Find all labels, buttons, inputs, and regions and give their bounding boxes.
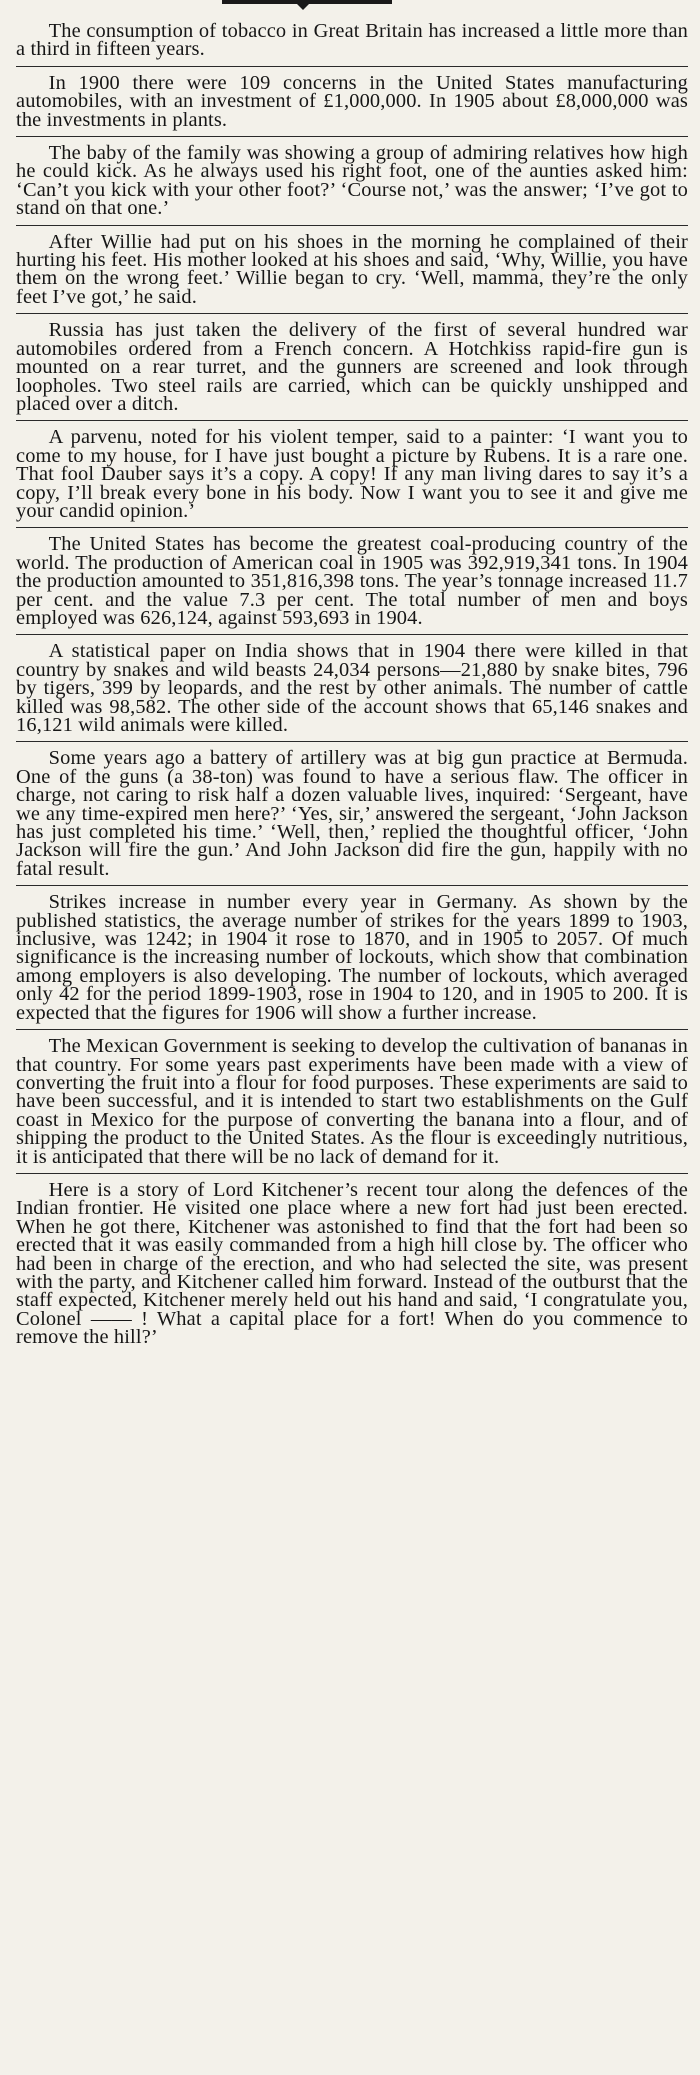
top-rule-ornament (296, 3, 310, 10)
divider (16, 66, 688, 67)
divider (16, 420, 688, 421)
divider (16, 225, 688, 226)
paragraph-germany-strikes: Strikes increase in number every year in Germany. As shown by the published statistics, the average number of strikes for the years 1899 to 1903, inclusive, was 1242; in 1904 it rose to 1870, and in 1905 to 2057. Of much significance is the increasing number of lockouts, which show that combination among employers is also developing. The number of lockouts, which averaged only 42 for the period 1899-1903, rose in 1904 to 120, and in 1905 to 200. It is expected that the figures for 1906 will show a further increase. (16, 891, 688, 1024)
divider (16, 741, 688, 742)
paragraph-russia-war-automobiles: Russia has just taken the delivery of the first of several hundred war automobiles ordered from a French concern. A Hotchkiss rapid-fire gun is mounted on a rear turret, and the gunners are screened and look through loopholes. Two steel rails are carried, which can be quickly unshipped and placed over a ditch. (16, 319, 688, 415)
paragraph-baby-kick: The baby of the family was showing a group of admiring relatives how high he could kick. As he always used his right foot, one of the aunties asked him: ‘Can’t you kick with your other foot?’ ‘Course not,’ was the answer; ‘I’ve got to stand on that one.’ (16, 142, 688, 220)
divider (16, 885, 688, 886)
paragraph-parvenu-rubens: A parvenu, noted for his violent temper, said to a painter: ‘I want you to come to my house, for I have just bought a picture by Rubens. It is a rare one. That fool Dauber says it’s a copy. A copy! If any man living dares to say it’s a copy, I’ll break every bone in his body. Now I want you to see it and give me your candid opinion.’ (16, 426, 688, 522)
divider (16, 1173, 688, 1174)
paragraph-kitchener-fort: Here is a story of Lord Kitchener’s recent tour along the defences of the Indian frontier. He visited one place where a new fort had just been erected. When he got there, Kitchener was astonished to find that the fort had been so erected that it was easily commanded from a high hill close by. The officer who had been in charge of the erection, and who had selected the site, was present with the party, and Kitchener called him forward. Instead of the outburst that the staff expected, Kitchener merely held out his hand and said, ‘I congratulate you, Colonel —— ! What a capital place for a fort! When do you commence to remove the hill?’ (16, 1178, 688, 1349)
paragraph-india-snakes: A statistical paper on India shows that in 1904 there were killed in that country by snakes and wild beasts 24,034 persons—21,880 by snake bites, 796 by tigers, 399 by leopards, and the rest by other animals. The number of cattle killed was 98,582. The other side of the account shows that 65,146 snakes and 16,121 wild animals were killed. (16, 640, 688, 736)
paragraph-us-coal: The United States has become the greatest coal-producing country of the world. The production of American coal in 1905 was 392,919,341 tons. In 1904 the production amounted to 351,816,398 tons. The year’s tonnage increased 11.7 per cent. and the value 7.3 per cent. The total number of men and boys employed was 626,124, against 593,693 in 1904. (16, 533, 688, 629)
paragraph-mexico-bananas: The Mexican Government is seeking to develop the cultivation of bananas in that country. For some years past experiments have been made with a view of converting the fruit into a flour for food purposes. These experiments are said to have been successful, and it is intended to start two establishments on the Gulf coast in Mexico for the purpose of converting the banana into a flour, and of shipping the product to the United States. As the flour is exceedingly nutritious, it is anticipated that there will be no lack of demand for it. (16, 1035, 688, 1168)
divider (16, 313, 688, 314)
paragraph-automobiles: In 1900 there were 109 concerns in the United States manufacturing automobiles, with an investment of £1,000,000. In 1905 about £8,000,000 was the investments in plants. (16, 71, 688, 131)
paragraph-tobacco: The consumption of tobacco in Great Britain has increased a little more than a third in fifteen years. (16, 20, 688, 61)
divider (16, 634, 688, 635)
divider (16, 527, 688, 528)
divider (16, 1029, 688, 1030)
paragraph-willie-shoes: After Willie had put on his shoes in the morning he complained of their hurting his feet. His mother looked at his shoes and said, ‘Why, Willie, you have them on the wrong feet.’ Willie began to cry. ‘Well, mamma, they’re the only feet I’ve got,’ he said. (16, 230, 688, 308)
paragraph-bermuda-artillery: Some years ago a battery of artillery was at big gun practice at Bermuda. One of the guns (a 38-ton) was found to have a serious flaw. The officer in charge, not caring to risk half a dozen valuable lives, inquired: ‘Sergeant, have we any time-expired men here?’ ‘Yes, sir,’ answered the sergeant, ‘John Jackson has just completed his time.’ ‘Well, then,’ replied the thoughtful officer, ‘John Jackson will fire the gun.’ And John Jackson did fire the gun, happily with no fatal result. (16, 747, 688, 880)
divider (16, 136, 688, 137)
